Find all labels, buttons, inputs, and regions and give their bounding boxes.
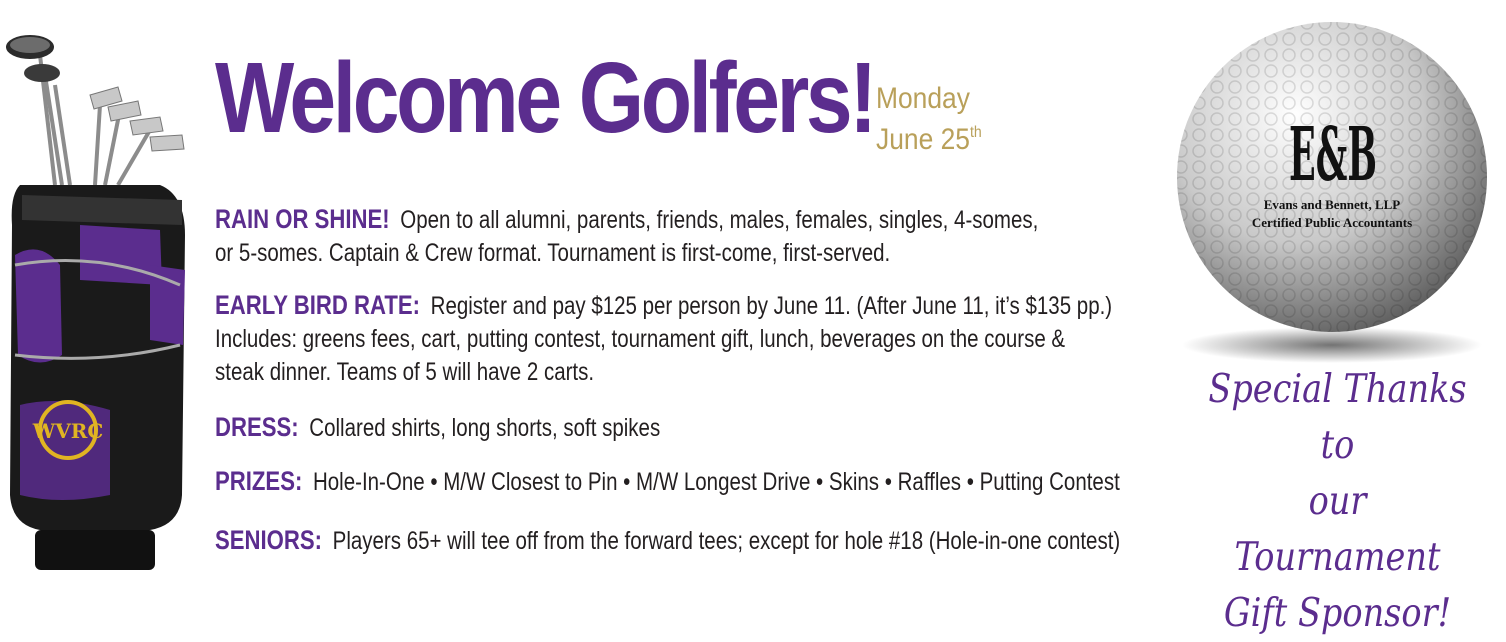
dress-label: DRESS: [215,412,299,442]
event-month-day: June 25th [876,123,982,156]
rain-text-line2: or 5-somes. Captain & Crew format. Tournament is first-come, first-served. [215,239,891,267]
section-rain-or-shine [215,203,1038,270]
seniors-text: Players 65+ will tee off from the forward tees; except for hole #18 (Hole-in-one contest) [332,527,1121,555]
bag-emblem: WVRC [32,419,104,443]
rain-label: RAIN OR SHINE! [215,204,390,234]
sponsor-logo [1288,108,1378,198]
section-seniors [215,524,1120,558]
prizes-text: Hole-In-One • M/W Closest to Pin • M/W Longest Drive • Skins • Raffles • Putting Contest [312,468,1120,496]
sponsor-firm-name [1232,196,1432,232]
section-prizes [215,465,1120,499]
prizes-label: PRIZES: [215,466,303,496]
rain-text-line1: Open to all alumni, parents, friends, males, females, singles, 4-somes, [400,206,1039,234]
firm-line2: Certified Public Accountants [1251,215,1413,230]
section-early-bird [215,289,1112,389]
sponsor-thanks [1206,362,1468,642]
dress-text: Collared shirts, long shorts, soft spikes [309,414,661,442]
early-bird-label: EARLY BIRD RATE: [215,290,421,320]
golf-bag-illustration [0,25,205,573]
page-title: Welcome Golfers! [215,42,874,154]
sponsor-logo-text: E&B [1289,112,1377,198]
section-dress [215,411,660,445]
date-suffix: th [969,124,982,141]
thanks-line3: Gift Sponsor! [1223,591,1452,636]
early-bird-line2: Includes: greens fees, cart, putting contest, tournament gift, lunch, beverages on the course & [215,325,1066,353]
seniors-label: SENIORS: [215,525,323,555]
early-bird-line3: steak dinner. Teams of 5 will have 2 carts. [215,358,595,386]
event-date [876,82,982,157]
early-bird-line1: Register and pay $125 per person by June 11. (After June 11, it’s $135 pp.) [430,292,1113,320]
thanks-line1: Special Thanks to [1208,367,1467,468]
firm-line1: Evans and Bennett, LLP [1263,197,1401,212]
thanks-line2: our Tournament [1234,479,1441,580]
event-day: Monday [876,82,970,115]
